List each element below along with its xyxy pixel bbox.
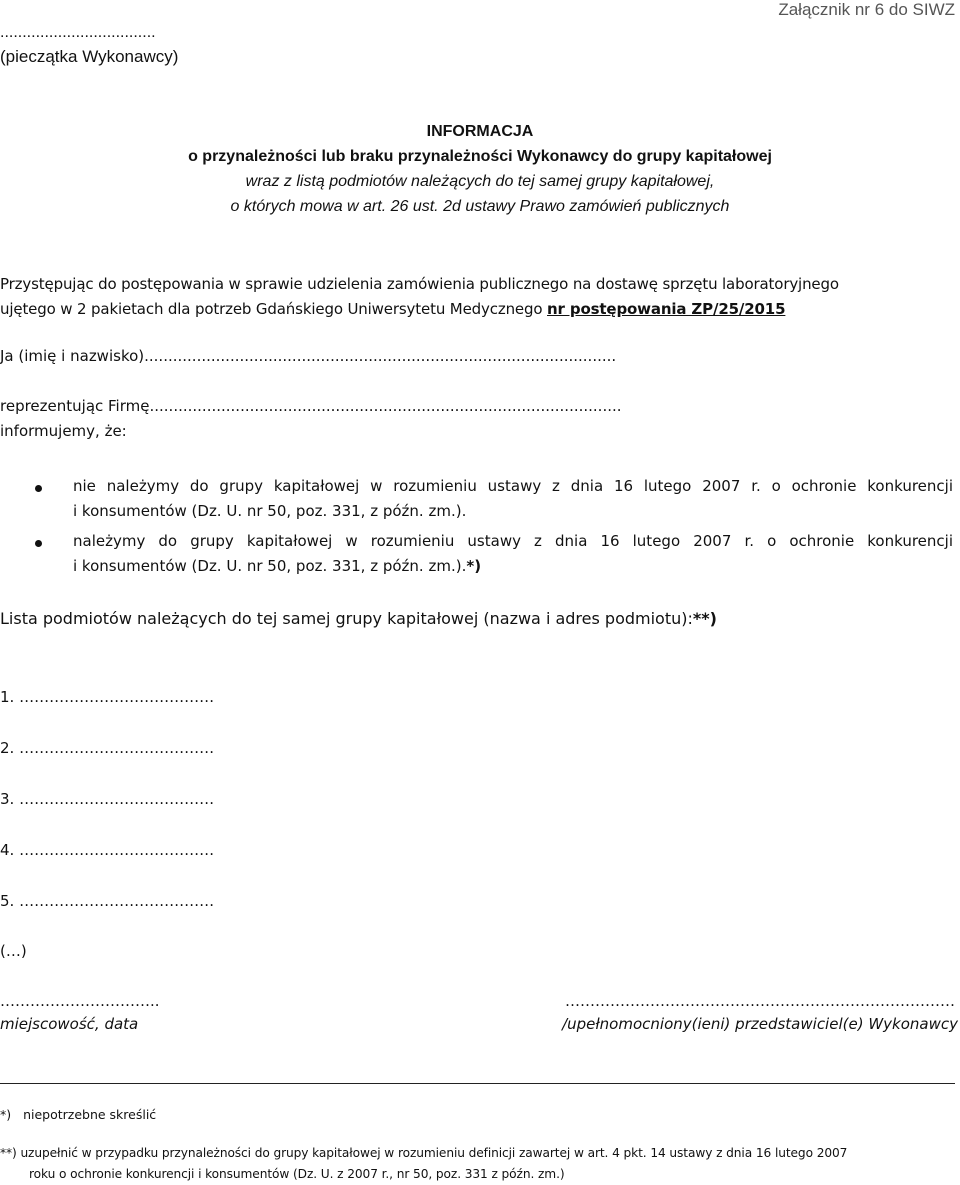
bullet-icon (35, 540, 42, 547)
list-item-5: 5. ………………………………… (0, 892, 215, 910)
list-item-1: 1. ………………………………… (0, 688, 215, 706)
list-heading-footnote-mark: **) (692, 609, 717, 628)
option-not-member-line-1: nie należymy do grupy kapitałowej w rozumieniu ustawy z dnia 16 lutego 2007 r. o ochronie konkurencji (73, 477, 953, 495)
procedure-number: nr postępowania ZP/25/2015 (547, 300, 786, 318)
list-heading-text: Lista podmiotów należących do tej samej grupy kapitałowej (nazwa i adres podmiotu): (0, 609, 693, 628)
signature-dots: …………………………………………………………………… (565, 992, 955, 1010)
footnote-2-line-1 (0, 1146, 847, 1160)
footnote-separator (0, 1083, 955, 1084)
place-date-dots: ………………………….. (0, 992, 160, 1010)
stamp-placeholder-dots: ................................... (0, 24, 156, 41)
signature-label: /upełnomocniony(ieni) przedstawiciel(e) Wykonawcy (562, 1015, 958, 1033)
footnote-1-text: niepotrzebne skreślić (23, 1107, 157, 1122)
option-member-text: i konsumentów (Dz. U. nr 50, poz. 331, z późn. zm.). (73, 557, 467, 575)
list-item-3: 3. ………………………………… (0, 790, 215, 808)
name-field: Ja (imię i nazwisko)................................................................................................... (0, 347, 617, 365)
intro-line-2 (0, 300, 785, 318)
inform-label: informujemy, że: (0, 422, 127, 440)
footnote-2-text: uzupełnić w przypadku przynależności do grupy kapitałowej w rozumieniu definicji zawartej w art. 4 pkt. 14 ustawy z dnia 16 lutego 2007 (20, 1146, 848, 1160)
document-subtitle: o przynależności lub braku przynależności Wykonawcy do grupy kapitałowej (188, 148, 772, 165)
company-field: reprezentując Firmę................................................................................................... (0, 397, 622, 415)
option-not-member-line-2: i konsumentów (Dz. U. nr 50, poz. 331, z późn. zm.). (73, 502, 467, 520)
footnote-2-mark: **) (0, 1146, 17, 1160)
list-item-4: 4. ………………………………… (0, 841, 215, 859)
list-item-2: 2. ………………………………… (0, 739, 215, 757)
footnote-2-line-2: roku o ochronie konkurencji i konsumentów (Dz. U. z 2007 r., nr 50, poz. 331 z późn. zm.) (29, 1167, 565, 1181)
footnote-1 (0, 1107, 156, 1122)
stamp-label: (pieczątka Wykonawcy) (0, 47, 179, 66)
option-member-footnote-mark: *) (466, 557, 482, 575)
list-item-more: (…) (0, 942, 27, 960)
document-title: INFORMACJA (426, 123, 534, 140)
document-subtitle-line2: wraz z listą podmiotów należących do tej samej grupy kapitałowej, (245, 173, 715, 190)
document-subtitle-line3: o których mowa w art. 26 ust. 2d ustawy Prawo zamówień publicznych (230, 198, 730, 215)
option-member-line-1: należymy do grupy kapitałowej w rozumieniu ustawy z dnia 16 lutego 2007 r. o ochronie konkurencji (73, 532, 953, 550)
place-date-label: miejscowość, data (0, 1015, 139, 1033)
attachment-label: Załącznik nr 6 do SIWZ (778, 0, 955, 19)
intro-text: ujętego w 2 pakietach dla potrzeb Gdańskiego Uniwersytetu Medycznego (0, 300, 548, 318)
intro-line-1: Przystępując do postępowania w sprawie udzielenia zamówienia publicznego na dostawę sprzętu laboratoryjnego (0, 275, 839, 293)
bullet-icon (35, 485, 42, 492)
list-heading (0, 609, 717, 628)
footnote-1-mark: *) (0, 1107, 12, 1122)
option-member-line-2 (73, 557, 481, 575)
